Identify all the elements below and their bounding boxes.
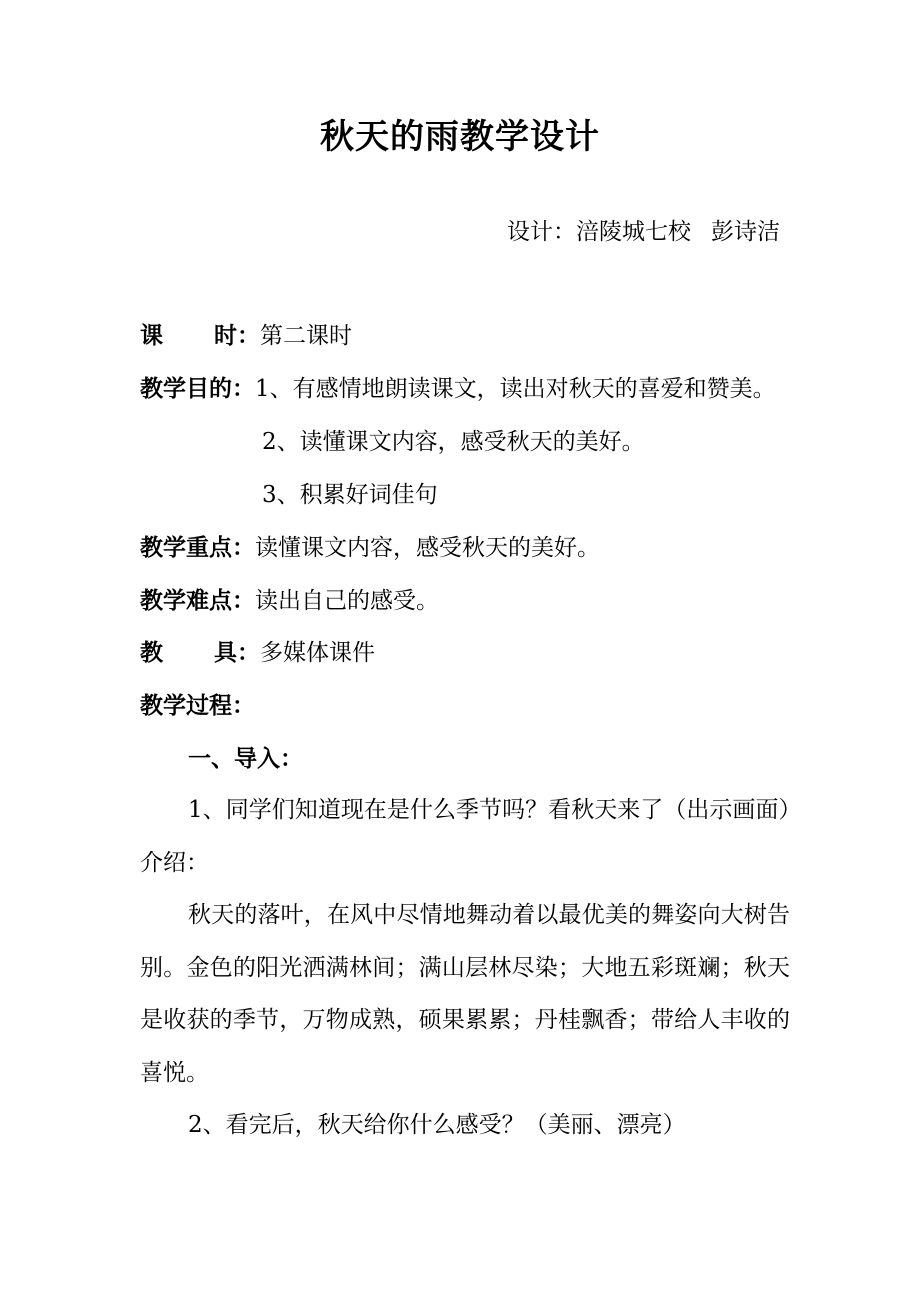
goals-label: 教学目的： <box>140 376 255 402</box>
section-heading <box>188 739 838 779</box>
class-time-value: 第二课时 <box>260 323 352 349</box>
goal-item: 2、读懂课文内容，感受秋天的美好。 <box>262 429 645 455</box>
author-label: 设计：涪陵城七校 <box>507 219 691 245</box>
tools-label-a: 教 <box>140 640 163 666</box>
key-point-value: 读懂课文内容，感受秋天的美好。 <box>255 535 600 561</box>
tools-value: 多媒体课件 <box>260 640 375 666</box>
difficulty-row <box>140 581 790 621</box>
class-time-label-b: 时： <box>214 323 260 349</box>
class-time-row <box>140 316 790 356</box>
key-point-row <box>140 528 790 568</box>
key-point-label: 教学重点： <box>140 535 255 561</box>
goal-item: 3、积累好词佳句 <box>262 482 438 508</box>
document-title: 秋天的雨教学设计 <box>320 117 600 157</box>
paragraph: 秋天的落叶，在风中尽情地舞动着以最优美的舞姿向大树告别。金色的阳光洒满林间；满山层林尽染；大地五彩斑斓；秋天是收获的季节，万物成熟，硕果累累；丹桂飘香；带给人丰收的喜悦。 <box>140 902 790 1086</box>
author-name: 彭诗洁 <box>711 219 780 245</box>
paragraph: 2、看完后，秋天给你什么感受？（美丽、漂亮） <box>188 1112 686 1138</box>
class-time-label <box>140 323 260 349</box>
tools-label <box>140 640 260 666</box>
section-heading-text: 一、导入： <box>188 746 303 772</box>
process-label: 教学过程： <box>140 693 255 719</box>
goal-item: 1、有感情地朗读课文，读出对秋天的喜爱和赞美。 <box>255 376 776 402</box>
author-line <box>507 212 780 252</box>
tools-row <box>140 633 790 673</box>
tools-label-b: 具： <box>214 640 260 666</box>
class-time-label-a: 课 <box>140 323 163 349</box>
process-row <box>140 686 790 726</box>
goals-row <box>140 369 790 409</box>
difficulty-value: 读出自己的感受。 <box>255 588 439 614</box>
paragraph: 1、同学们知道现在是什么季节吗？看秋天来了（出示画面）介绍： <box>140 797 790 876</box>
difficulty-label: 教学难点： <box>140 588 255 614</box>
